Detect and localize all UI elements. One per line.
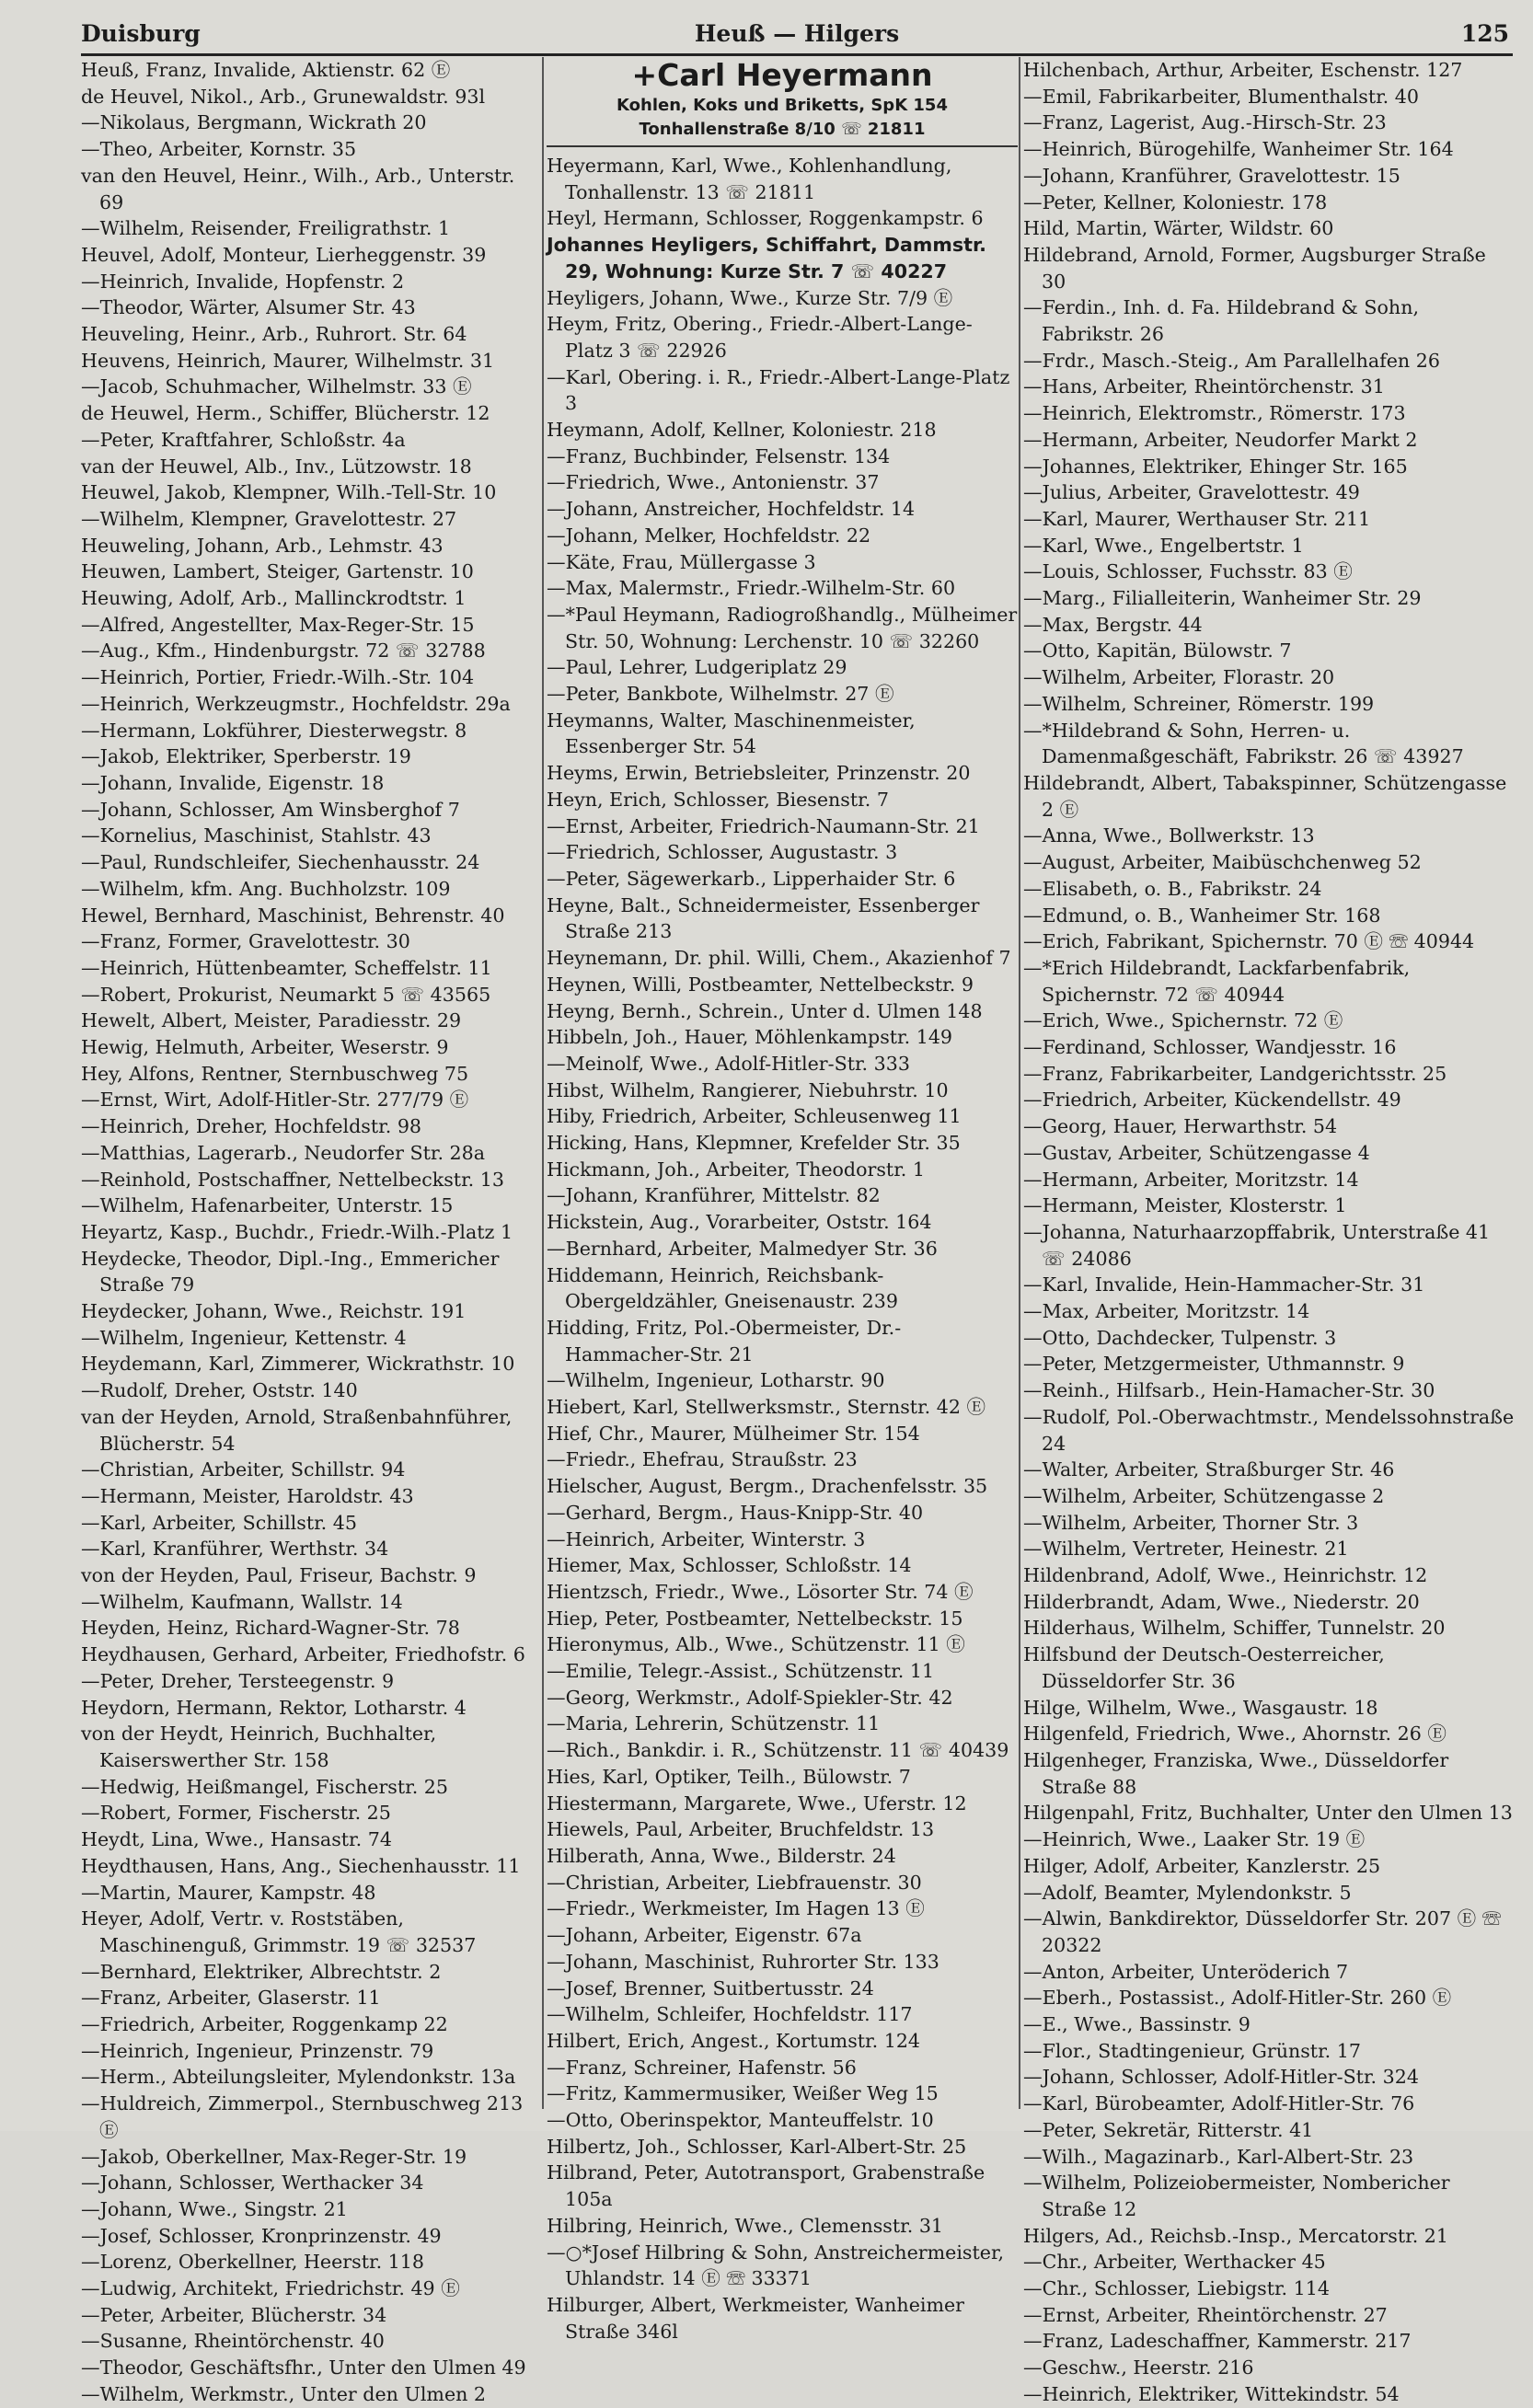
directory-entry: —Wilhelm, kfm. Ang. Buchholzstr. 109 bbox=[81, 877, 451, 900]
directory-entry: Hief, Chr., Maurer, Mülheimer Str. 154 bbox=[547, 1422, 920, 1445]
directory-entry: —Hermann, Meister, Haroldstr. 43 bbox=[81, 1484, 414, 1507]
directory-entry: —Friedrich, Arbeiter, Roggenkamp 22 bbox=[81, 2013, 448, 2036]
directory-entry: —Reinhold, Postschaffner, Nettelbeckstr. 13 bbox=[81, 1168, 504, 1191]
directory-entry: Hilfsbund der Deutsch-Oesterreicher, Düsseldorfer Str. 36 bbox=[1023, 1643, 1385, 1692]
directory-entry: —Robert, Prokurist, Neumarkt 5 ☏ 43565 bbox=[81, 983, 491, 1006]
directory-entry: —Johann, Invalide, Eigenstr. 18 bbox=[81, 771, 385, 794]
directory-entry: —Max, Bergstr. 44 bbox=[1023, 613, 1203, 636]
directory-entry: Heyermann, Karl, Wwe., Kohlenhandlung, Tonhallenstr. 13 ☏ 21811 bbox=[547, 155, 952, 203]
directory-entry: Hickstein, Aug., Vorarbeiter, Oststr. 164 bbox=[547, 1211, 932, 1234]
directory-entry: —Wilh., Magazinarb., Karl-Albert-Str. 23 bbox=[1023, 2145, 1414, 2168]
directory-entry: —Karl, Arbeiter, Schillstr. 45 bbox=[81, 1511, 357, 1534]
directory-entry: —Georg, Hauer, Herwarthstr. 54 bbox=[1023, 1115, 1338, 1138]
directory-entry: —Hermann, Arbeiter, Neudorfer Markt 2 bbox=[1023, 428, 1418, 451]
directory-entry: —Hermann, Meister, Klosterstr. 1 bbox=[1023, 1194, 1347, 1217]
directory-entry: Hilbrand, Peter, Autotransport, Grabenstraße 105a bbox=[547, 2161, 986, 2211]
directory-entry: —E., Wwe., Bassinstr. 9 bbox=[1023, 2013, 1251, 2036]
directory-entry: —Walter, Arbeiter, Straßburger Str. 46 bbox=[1023, 1458, 1395, 1481]
directory-entry: Heymanns, Walter, Maschinenmeister, Essenberger Str. 54 bbox=[547, 709, 916, 758]
directory-entry: Hiby, Friedrich, Arbeiter, Schleusenweg 11 bbox=[547, 1105, 962, 1128]
directory-entry: —Franz, Arbeiter, Glaserstr. 11 bbox=[81, 1987, 381, 2010]
directory-entry: —Wilhelm, Ingenieur, Lotharstr. 90 bbox=[547, 1369, 885, 1392]
directory-entry: —Christian, Arbeiter, Schillstr. 94 bbox=[81, 1458, 406, 1481]
directory-entry: Heydemann, Karl, Zimmerer, Wickrathstr. 10 bbox=[81, 1353, 515, 1376]
directory-entry: Hilchenbach, Arthur, Arbeiter, Eschenstr. 127 bbox=[1023, 59, 1463, 81]
directory-entry: Hieronymus, Alb., Wwe., Schützenstr. 11 Ⓔ bbox=[547, 1633, 965, 1656]
directory-entry: —Josef, Schlosser, Kronprinzenstr. 49 bbox=[81, 2224, 442, 2247]
directory-entry: von der Heyden, Paul, Friseur, Bachstr. 9 bbox=[81, 1564, 477, 1587]
directory-entry: —Johann, Kranführer, Mittelstr. 82 bbox=[547, 1184, 881, 1207]
directory-entry: Hiestermann, Margarete, Wwe., Uferstr. 12 bbox=[547, 1792, 967, 1815]
directory-entry: —Otto, Kapitän, Bülowstr. 7 bbox=[1023, 639, 1292, 662]
header-city: Duisburg bbox=[81, 20, 201, 47]
directory-entry: Heydthausen, Hans, Ang., Siechenhausstr. 11 bbox=[81, 1854, 521, 1877]
directory-entry: —Heinrich, Invalide, Hopfenstr. 2 bbox=[81, 270, 405, 293]
directory-entry: —Alwin, Bankdirektor, Düsseldorfer Str. 207 Ⓔ ☏ 20322 bbox=[1023, 1907, 1502, 1956]
directory-entry: —Maria, Lehrerin, Schützenstr. 11 bbox=[547, 1712, 881, 1735]
directory-entry: —Peter, Kraftfahrer, Schloßstr. 4a bbox=[81, 428, 406, 451]
directory-entry: van der Heuwel, Alb., Inv., Lützowstr. 18 bbox=[81, 455, 472, 478]
directory-entry: —Franz, Ladeschaffner, Kammerstr. 217 bbox=[1023, 2330, 1412, 2353]
directory-entry: —Franz, Buchbinder, Felsenstr. 134 bbox=[547, 444, 891, 467]
directory-entry: —Heinrich, Dreher, Hochfeldstr. 98 bbox=[81, 1115, 422, 1138]
directory-entry: Hilgenheger, Franziska, Wwe., Düsseldorfer Straße 88 bbox=[1023, 1749, 1449, 1798]
directory-entry: —Ferdin., Inh. d. Fa. Hildebrand & Sohn, Fabrikstr. 26 bbox=[1023, 296, 1420, 346]
directory-entry: —Robert, Former, Fischerstr. 25 bbox=[81, 1802, 391, 1825]
directory-entry: Heyl, Hermann, Schlosser, Roggenkampstr. 6 bbox=[547, 207, 984, 230]
directory-entry: —Emilie, Telegr.-Assist., Schützenstr. 11 bbox=[547, 1660, 935, 1683]
directory-entry: —Theodor, Wärter, Alsumer Str. 43 bbox=[81, 296, 416, 319]
directory-entry: —Erich, Wwe., Spichernstr. 72 Ⓔ bbox=[1023, 1009, 1343, 1032]
column-divider bbox=[1019, 57, 1020, 2109]
directory-entry: —Karl, Wwe., Engelbertstr. 1 bbox=[1023, 534, 1304, 557]
directory-entry: —Hedwig, Heißmangel, Fischerstr. 25 bbox=[81, 1775, 449, 1798]
directory-entry: Hilger, Adolf, Arbeiter, Kanzlerstr. 25 bbox=[1023, 1854, 1381, 1877]
directory-entry: —Martin, Maurer, Kampstr. 48 bbox=[81, 1881, 376, 1904]
directory-entry: —Peter, Bankbote, Wilhelmstr. 27 Ⓔ bbox=[547, 683, 894, 706]
directory-entry: Heyn, Erich, Schlosser, Biesenstr. 7 bbox=[547, 788, 889, 811]
directory-entry: —Gustav, Arbeiter, Schützengasse 4 bbox=[1023, 1141, 1370, 1164]
directory-entry: —Marg., Filialleiterin, Wanheimer Str. 29 bbox=[1023, 587, 1422, 610]
directory-entry: Hilburger, Albert, Werkmeister, Wanheimer Straße 346l bbox=[547, 2293, 965, 2343]
directory-entry: —Louis, Schlosser, Fuchsstr. 83 Ⓔ bbox=[1023, 560, 1353, 583]
directory-entry: Heyligers, Johann, Wwe., Kurze Str. 7/9 Ⓔ bbox=[547, 286, 953, 309]
directory-entry: Hilberath, Anna, Wwe., Bilderstr. 24 bbox=[547, 1845, 896, 1867]
directory-entry: —Paul, Rundschleifer, Siechenhausstr. 24 bbox=[81, 851, 480, 874]
directory-entry: —Karl, Bürobeamter, Adolf-Hitler-Str. 76 bbox=[1023, 2092, 1415, 2115]
directory-entry: Hildebrand, Arnold, Former, Augsburger Straße 30 bbox=[1023, 243, 1486, 293]
directory-entry: —Peter, Kellner, Koloniestr. 178 bbox=[1023, 190, 1328, 213]
directory-entry: Hey, Alfons, Rentner, Sternbuschweg 75 bbox=[81, 1062, 469, 1085]
directory-entry: Heynemann, Dr. phil. Willi, Chem., Akazienhof 7 bbox=[547, 947, 1011, 970]
directory-entry: —Peter, Metzgermeister, Uthmannstr. 9 bbox=[1023, 1353, 1405, 1376]
directory-entry: —Karl, Kranführer, Werthstr. 34 bbox=[81, 1538, 389, 1561]
directory-entry: Heyer, Adolf, Vertr. v. Roststäben, Maschinenguß, Grimmstr. 19 ☏ 32537 bbox=[81, 1907, 477, 1956]
directory-entry: —Meinolf, Wwe., Adolf-Hitler-Str. 333 bbox=[547, 1052, 910, 1075]
directory-entry: —Johann, Melker, Hochfeldstr. 22 bbox=[547, 524, 871, 547]
directory-entry: —Johanna, Naturhaarzopffabrik, Unterstraße 41 ☏ 24086 bbox=[1023, 1220, 1491, 1270]
directory-entry: Hilge, Wilhelm, Wwe., Wasgaustr. 18 bbox=[1023, 1696, 1378, 1719]
directory-entry: Heuvens, Heinrich, Maurer, Wilhelmstr. 31 bbox=[81, 349, 495, 372]
directory-entry: —Gerhard, Bergm., Haus-Knipp-Str. 40 bbox=[547, 1501, 924, 1524]
directory-entry: Heydecke, Theodor, Dipl.-Ing., Emmericher Straße 79 bbox=[81, 1247, 500, 1296]
directory-entry: Heyden, Heinz, Richard-Wagner-Str. 78 bbox=[81, 1617, 460, 1640]
directory-entry: —Hermann, Lokführer, Diesterwegstr. 8 bbox=[81, 719, 467, 742]
directory-entry: de Heuwel, Herm., Schiffer, Blücherstr. 12 bbox=[81, 402, 490, 425]
directory-entry: Hilgers, Ad., Reichsb.-Insp., Mercatorstr. 21 bbox=[1023, 2224, 1448, 2247]
directory-entry: —Wilhelm, Kaufmann, Wallstr. 14 bbox=[81, 1590, 403, 1613]
directory-entry: —Elisabeth, o. B., Fabrikstr. 24 bbox=[1023, 877, 1322, 900]
directory-entry: —Karl, Invalide, Hein-Hammacher-Str. 31 bbox=[1023, 1273, 1425, 1296]
directory-entry: —Peter, Sekretär, Ritterstr. 41 bbox=[1023, 2118, 1314, 2141]
directory-entry: Heuwen, Lambert, Steiger, Gartenstr. 10 bbox=[81, 560, 474, 583]
directory-entry: —Huldreich, Zimmerpol., Sternbuschweg 213 Ⓔ bbox=[81, 2092, 524, 2141]
directory-entry: Hilbertz, Joh., Schlosser, Karl-Albert-Str. 25 bbox=[547, 2135, 967, 2158]
directory-entry: —Johann, Kranführer, Gravelottestr. 15 bbox=[1023, 164, 1400, 187]
directory-entry: —Franz, Schreiner, Hafenstr. 56 bbox=[547, 2056, 857, 2079]
directory-entry: —Wilhelm, Schleifer, Hochfeldstr. 117 bbox=[547, 2003, 913, 2026]
directory-entry: Hilbert, Erich, Angest., Kortumstr. 124 bbox=[547, 2029, 921, 2052]
directory-entry: —Rudolf, Pol.-Oberwachtmstr., Mendelssohnstraße 24 bbox=[1023, 1405, 1515, 1455]
directory-entry: —Anton, Arbeiter, Unteröderich 7 bbox=[1023, 1960, 1349, 1983]
directory-entry: —Theo, Arbeiter, Kornstr. 35 bbox=[81, 138, 357, 161]
directory-entry: —*Paul Heymann, Radiogroßhandlg., Mülheimer Str. 50, Wohnung: Lerchenstr. 10 ☏ 32260 bbox=[547, 603, 1018, 652]
directory-entry: —Käte, Frau, Müllergasse 3 bbox=[547, 550, 816, 573]
directory-entry: Heuveling, Heinr., Arb., Ruhrort. Str. 64 bbox=[81, 323, 467, 346]
directory-entry: —Kornelius, Maschinist, Stahlstr. 43 bbox=[81, 824, 432, 847]
advertisement bbox=[547, 57, 1018, 147]
directory-entry: —Nikolaus, Bergmann, Wickrath 20 bbox=[81, 111, 427, 134]
directory-entry: Heuweling, Johann, Arb., Lehmstr. 43 bbox=[81, 534, 444, 557]
directory-entry: —Erich, Fabrikant, Spichernstr. 70 Ⓔ ☏ 40944 bbox=[1023, 930, 1475, 953]
directory-entry: —Heinrich, Bürogehilfe, Wanheimer Str. 164 bbox=[1023, 138, 1454, 161]
directory-entry: Hibbeln, Joh., Hauer, Möhlenkampstr. 149 bbox=[547, 1026, 953, 1049]
directory-entry: Hilgenpahl, Fritz, Buchhalter, Unter den Ulmen 13 bbox=[1023, 1802, 1513, 1825]
directory-entry: —Johannes, Elektriker, Ehinger Str. 165 bbox=[1023, 455, 1408, 478]
directory-entry: —Rudolf, Dreher, Oststr. 140 bbox=[81, 1379, 358, 1402]
directory-entry: Hilderhaus, Wilhelm, Schiffer, Tunnelstr. 20 bbox=[1023, 1617, 1446, 1640]
directory-entry: —Wilhelm, Schreiner, Römerstr. 199 bbox=[1023, 692, 1375, 715]
directory-entry: Hewel, Bernhard, Maschinist, Behrenstr. 40 bbox=[81, 904, 505, 927]
directory-entry: Hies, Karl, Optiker, Teilh., Bülowstr. 7 bbox=[547, 1765, 911, 1788]
directory-entry: Hiddemann, Heinrich, Reichsbank-Obergeldzähler, Gneisenaustr. 239 bbox=[547, 1263, 898, 1313]
directory-entry: —Peter, Sägewerkarb., Lipperhaider Str. 6 bbox=[547, 867, 956, 890]
directory-entry: —Wilhelm, Arbeiter, Thorner Str. 3 bbox=[1023, 1511, 1359, 1534]
directory-entry: —Johann, Schlosser, Am Winsberghof 7 bbox=[81, 798, 460, 821]
directory-entry: —Hans, Arbeiter, Rheintörchenstr. 31 bbox=[1023, 375, 1385, 398]
directory-entry: —Wilhelm, Arbeiter, Florastr. 20 bbox=[1023, 666, 1335, 689]
directory-entry: —Hermann, Arbeiter, Moritzstr. 14 bbox=[1023, 1168, 1359, 1191]
directory-entry: —Otto, Dachdecker, Tulpenstr. 3 bbox=[1023, 1326, 1337, 1349]
directory-entry: —Friedrich, Arbeiter, Kückendellstr. 49 bbox=[1023, 1089, 1401, 1112]
ad-line-2: Tonhallenstraße 8/10 ☏ 21811 bbox=[639, 120, 926, 139]
directory-entry: Heyms, Erwin, Betriebsleiter, Prinzenstr. 20 bbox=[547, 762, 971, 785]
directory-entry: —Heinrich, Elektriker, Wittekindstr. 54 bbox=[1023, 2382, 1400, 2405]
directory-entry: —*Hildebrand & Sohn, Herren- u. Damenmaßgeschäft, Fabrikstr. 26 ☏ 43927 bbox=[1023, 719, 1464, 768]
directory-entry: Heuvel, Adolf, Monteur, Lierheggenstr. 39 bbox=[81, 243, 487, 266]
directory-entry: Hildenbrand, Adolf, Wwe., Heinrichstr. 12 bbox=[1023, 1564, 1428, 1587]
directory-entry: Hiebert, Karl, Stellwerksmstr., Sternstr. 42 Ⓔ bbox=[547, 1396, 986, 1419]
directory-entry: —Georg, Werkmstr., Adolf-Spiekler-Str. 42 bbox=[547, 1686, 953, 1709]
directory-entry: —Heinrich, Hüttenbeamter, Scheffelstr. 11 bbox=[81, 956, 492, 979]
directory-entry: —Ernst, Arbeiter, Rheintörchenstr. 27 bbox=[1023, 2303, 1388, 2326]
directory-entry: Hiemer, Max, Schlosser, Schloßstr. 14 bbox=[547, 1554, 912, 1577]
directory-entry: Hildebrandt, Albert, Tabakspinner, Schützengasse 2 Ⓔ bbox=[1023, 771, 1507, 821]
directory-entry: —Friedr., Ehefrau, Straußstr. 23 bbox=[547, 1448, 858, 1471]
directory-entry: —Adolf, Beamter, Mylendonkstr. 5 bbox=[1023, 1881, 1352, 1904]
directory-entry: —August, Arbeiter, Maibüschchenweg 52 bbox=[1023, 851, 1422, 874]
directory-entry: van den Heuvel, Heinr., Wilh., Arb., Unterstr. 69 bbox=[81, 164, 515, 213]
directory-entry: Hicking, Hans, Klepmner, Krefelder Str. 35 bbox=[547, 1132, 961, 1155]
directory-entry: —Franz, Fabrikarbeiter, Landgerichtsstr. 25 bbox=[1023, 1062, 1447, 1085]
directory-entry: —Edmund, o. B., Wanheimer Str. 168 bbox=[1023, 904, 1381, 927]
directory-entry: —Friedr., Werkmeister, Im Hagen 13 Ⓔ bbox=[547, 1897, 925, 1920]
directory-entry: Hewig, Helmuth, Arbeiter, Weserstr. 9 bbox=[81, 1036, 449, 1059]
directory-entry: Hilgenfeld, Friedrich, Wwe., Ahornstr. 26 Ⓔ bbox=[1023, 1722, 1447, 1746]
directory-entry: Hild, Martin, Wärter, Wildstr. 60 bbox=[1023, 217, 1334, 240]
directory-entry: —Heinrich, Ingenieur, Prinzenstr. 79 bbox=[81, 2039, 434, 2062]
column-divider bbox=[542, 57, 544, 2109]
directory-entry: —Heinrich, Werkzeugmstr., Hochfeldstr. 29a bbox=[81, 692, 511, 715]
directory-entry: —Anna, Wwe., Bollwerkstr. 13 bbox=[1023, 824, 1315, 847]
directory-entry: Heym, Fritz, Obering., Friedr.-Albert-Lange-Platz 3 ☏ 22926 bbox=[547, 313, 973, 362]
directory-entry: —Matthias, Lagerarb., Neudorfer Str. 28a bbox=[81, 1141, 486, 1164]
directory-entry: —Josef, Brenner, Suitbertusstr. 24 bbox=[547, 1976, 874, 1999]
directory-entry: —Peter, Dreher, Tersteegenstr. 9 bbox=[81, 1669, 395, 1692]
directory-entry: —Bernhard, Arbeiter, Malmedyer Str. 36 bbox=[547, 1237, 938, 1260]
directory-entry: —Wilhelm, Klempner, Gravelottestr. 27 bbox=[81, 507, 457, 530]
directory-entry: —Alfred, Angestellter, Max-Reger-Str. 15 bbox=[81, 613, 475, 636]
directory-entry: Hiep, Peter, Postbeamter, Nettelbeckstr. 15 bbox=[547, 1607, 963, 1630]
directory-entry: Hielscher, August, Bergm., Drachenfelsstr. 35 bbox=[547, 1475, 988, 1498]
column-3 bbox=[1023, 57, 1515, 2408]
directory-entry: Hibst, Wilhelm, Rangierer, Niebuhrstr. 10 bbox=[547, 1078, 949, 1101]
directory-entry: —Susanne, Rheintörchenstr. 40 bbox=[81, 2330, 385, 2353]
directory-entry: Hilbring, Heinrich, Wwe., Clemensstr. 31 bbox=[547, 2214, 944, 2237]
page-number: 125 bbox=[1460, 20, 1509, 47]
column-1 bbox=[81, 57, 541, 2408]
directory-entry: —Johann, Arbeiter, Eigenstr. 67a bbox=[547, 1924, 862, 1947]
directory-entry: Hiewels, Paul, Arbeiter, Bruchfeldstr. 13 bbox=[547, 1818, 935, 1841]
directory-entry: —Wilhelm, Arbeiter, Schützengasse 2 bbox=[1023, 1484, 1385, 1507]
directory-entry: Hickmann, Joh., Arbeiter, Theodorstr. 1 bbox=[547, 1158, 925, 1181]
directory-entry: —Herm., Abteilungsleiter, Mylendonkstr. 13a bbox=[81, 2066, 516, 2089]
directory-entry: —Geschw., Heerstr. 216 bbox=[1023, 2356, 1254, 2379]
directory-entry: —Wilhelm, Polizeiobermeister, Nombericher Straße 12 bbox=[1023, 2172, 1450, 2220]
directory-entry: —Eberh., Postassist., Adolf-Hitler-Str. 260 Ⓔ bbox=[1023, 1987, 1452, 2010]
directory-entry: —Wilhelm, Reisender, Freiligrathstr. 1 bbox=[81, 217, 451, 240]
directory-entry: Heyng, Bernh., Schrein., Unter d. Ulmen 148 bbox=[547, 999, 983, 1022]
directory-entry: —Wilhelm, Werkmstr., Unter den Ulmen 2 bbox=[81, 2382, 487, 2405]
directory-entry: —Heinrich, Wwe., Laaker Str. 19 Ⓔ bbox=[1023, 1828, 1366, 1851]
directory-entry: —Reinh., Hilfsarb., Hein-Hamacher-Str. 30 bbox=[1023, 1379, 1435, 1402]
directory-entry: von der Heydt, Heinrich, Buchhalter, Kaiserswerther Str. 158 bbox=[81, 1722, 437, 1771]
directory-entry: —Bernhard, Elektriker, Albrechtstr. 2 bbox=[81, 1960, 442, 1983]
directory-entry: —Max, Malermstr., Friedr.-Wilhelm-Str. 60 bbox=[547, 577, 956, 600]
directory-entry: Hidding, Fritz, Pol.-Obermeister, Dr.-Hammacher-Str. 21 bbox=[547, 1316, 902, 1365]
directory-entry: —Karl, Maurer, Werthauser Str. 211 bbox=[1023, 507, 1371, 530]
directory-entry: Heuß, Franz, Invalide, Aktienstr. 62 Ⓔ bbox=[81, 59, 451, 81]
directory-entry: —Jakob, Elektriker, Sperberstr. 19 bbox=[81, 745, 411, 768]
directory-entry: Heynen, Willi, Postbeamter, Nettelbeckstr. 9 bbox=[547, 973, 974, 996]
column-2 bbox=[547, 57, 1018, 2345]
directory-entry: —Heinrich, Portier, Friedr.-Wilh.-Str. 104 bbox=[81, 666, 475, 689]
directory-entry: Hilderbrandt, Adam, Wwe., Niederstr. 20 bbox=[1023, 1590, 1420, 1613]
directory-entry: —Chr., Schlosser, Liebigstr. 114 bbox=[1023, 2277, 1330, 2300]
directory-entry: —Fritz, Kammermusiker, Weißer Weg 15 bbox=[547, 2082, 939, 2105]
directory-entry: —Julius, Arbeiter, Gravelottestr. 49 bbox=[1023, 481, 1360, 504]
directory-entry: —Jacob, Schuhmacher, Wilhelmstr. 33 Ⓔ bbox=[81, 375, 472, 398]
directory-entry: —Johann, Anstreicher, Hochfeldstr. 14 bbox=[547, 498, 916, 521]
directory-entry: —*Erich Hildebrandt, Lackfarbenfabrik, Spichernstr. 72 ☏ 40944 bbox=[1023, 956, 1411, 1006]
directory-entry: —○*Josef Hilbring & Sohn, Anstreichermeister, Uhlandstr. 14 Ⓔ ☏ 33371 bbox=[547, 2241, 1005, 2290]
directory-entry: —Max, Arbeiter, Moritzstr. 14 bbox=[1023, 1300, 1310, 1323]
directory-entry: —Friedrich, Schlosser, Augustastr. 3 bbox=[547, 841, 898, 864]
directory-entry: Heuwel, Jakob, Klempner, Wilh.-Tell-Str. 10 bbox=[81, 481, 497, 504]
directory-entry: —Theodor, Geschäftsfhr., Unter den Ulmen 49 bbox=[81, 2356, 526, 2379]
directory-entry: Heymann, Adolf, Kellner, Koloniestr. 218 bbox=[547, 419, 937, 442]
ad-line-1: Kohlen, Koks und Briketts, SpK 154 bbox=[617, 96, 948, 115]
directory-entry: —Heinrich, Elektromstr., Römerstr. 173 bbox=[1023, 402, 1406, 425]
directory-entry: Heyartz, Kasp., Buchdr., Friedr.-Wilh.-Platz 1 bbox=[81, 1220, 513, 1243]
directory-entry: de Heuvel, Nikol., Arb., Grunewaldstr. 93l bbox=[81, 85, 486, 108]
directory-entry: Heyne, Balt., Schneidermeister, Essenberger Straße 213 bbox=[547, 893, 980, 943]
directory-entry: —Wilhelm, Ingenieur, Kettenstr. 4 bbox=[81, 1326, 407, 1349]
directory-entry: Heydhausen, Gerhard, Arbeiter, Friedhofstr. 6 bbox=[81, 1643, 525, 1666]
directory-entry: —Lorenz, Oberkellner, Heerstr. 118 bbox=[81, 2251, 424, 2274]
directory-entry: —Karl, Obering. i. R., Friedr.-Albert-Lange-Platz 3 bbox=[547, 365, 1010, 415]
directory-entry: —Chr., Arbeiter, Werthacker 45 bbox=[1023, 2251, 1326, 2274]
directory-entry: —Johann, Schlosser, Werthacker 34 bbox=[81, 2172, 424, 2195]
directory-entry: Heydt, Lina, Wwe., Hansastr. 74 bbox=[81, 1828, 392, 1851]
directory-entry: —Otto, Oberinspektor, Manteuffelstr. 10 bbox=[547, 2109, 934, 2132]
directory-entry: —Ernst, Wirt, Adolf-Hitler-Str. 277/79 Ⓔ bbox=[81, 1089, 469, 1112]
directory-entry: —Flor., Stadtingenieur, Grünstr. 17 bbox=[1023, 2039, 1361, 2062]
directory-entry: —Paul, Lehrer, Ludgeriplatz 29 bbox=[547, 656, 847, 679]
directory-entry: —Wilhelm, Vertreter, Heinestr. 21 bbox=[1023, 1538, 1349, 1561]
page-header bbox=[81, 17, 1513, 56]
directory-entry: —Franz, Former, Gravelottestr. 30 bbox=[81, 930, 410, 953]
directory-entry: Heydorn, Hermann, Rektor, Lotharstr. 4 bbox=[81, 1696, 467, 1719]
directory-entry: —Ferdinand, Schlosser, Wandjesstr. 16 bbox=[1023, 1036, 1397, 1059]
directory-entry: —Franz, Lagerist, Aug.-Hirsch-Str. 23 bbox=[1023, 111, 1387, 134]
directory-entry: —Emil, Fabrikarbeiter, Blumenthalstr. 40 bbox=[1023, 85, 1419, 108]
directory-entry: —Johann, Maschinist, Ruhrorter Str. 133 bbox=[547, 1950, 939, 1973]
ad-company-name: +Carl Heyermann bbox=[631, 57, 933, 93]
directory-entry: —Heinrich, Arbeiter, Winterstr. 3 bbox=[547, 1527, 866, 1550]
directory-entry: Heuwing, Adolf, Arb., Mallinckrodtstr. 1 bbox=[81, 587, 467, 610]
directory-entry: —Christian, Arbeiter, Liebfrauenstr. 30 bbox=[547, 1871, 922, 1894]
directory-entry: —Johann, Wwe., Singstr. 21 bbox=[81, 2197, 348, 2220]
directory-entry: —Ludwig, Architekt, Friedrichstr. 49 Ⓔ bbox=[81, 2277, 460, 2300]
directory-entry: Hewelt, Albert, Meister, Paradiesstr. 29 bbox=[81, 1009, 462, 1032]
directory-entry: Heydecker, Johann, Wwe., Reichstr. 191 bbox=[81, 1300, 467, 1323]
directory-entry: van der Heyden, Arnold, Straßenbahnführer, Blücherstr. 54 bbox=[81, 1405, 513, 1455]
directory-entry: —Friedrich, Wwe., Antonienstr. 37 bbox=[547, 471, 880, 494]
directory-entry: —Ernst, Arbeiter, Friedrich-Naumann-Str. 21 bbox=[547, 814, 980, 837]
directory-entry: —Aug., Kfm., Hindenburgstr. 72 ☏ 32788 bbox=[81, 639, 486, 662]
directory-entry: —Frdr., Masch.-Steig., Am Parallelhafen 26 bbox=[1023, 349, 1440, 372]
directory-entry: —Jakob, Oberkellner, Max-Reger-Str. 19 bbox=[81, 2145, 467, 2168]
directory-entry: —Johann, Schlosser, Adolf-Hitler-Str. 324 bbox=[1023, 2066, 1419, 2089]
header-range: Heuß — Hilgers bbox=[694, 20, 900, 47]
directory-entry: Johannes Heyligers, Schiffahrt, Dammstr. 29, Wohnung: Kurze Str. 7 ☏ 40227 bbox=[547, 234, 986, 282]
directory-entry: —Peter, Arbeiter, Blücherstr. 34 bbox=[81, 2303, 387, 2326]
directory-entry: Hientzsch, Friedr., Wwe., Lösorter Str. 74 Ⓔ bbox=[547, 1580, 974, 1603]
directory-entry: —Rich., Bankdir. i. R., Schützenstr. 11 ☏ 40439 bbox=[547, 1739, 1009, 1762]
directory-entry: —Wilhelm, Hafenarbeiter, Unterstr. 15 bbox=[81, 1194, 454, 1217]
